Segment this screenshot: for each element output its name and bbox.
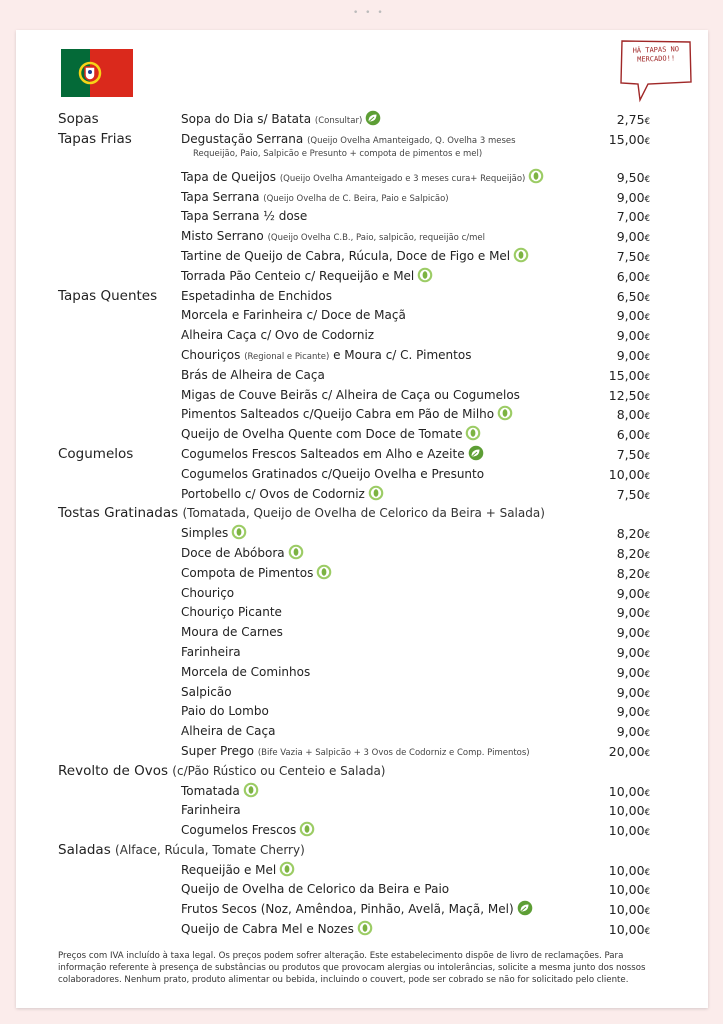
price-value: 9,00 (616, 684, 645, 700)
menu-row (16, 861, 708, 881)
menu-item (181, 168, 544, 190)
item-note: (Queijo Ovelha Amanteigado, Q. Ovelha 3 meses (307, 135, 516, 146)
vegetarian-icon (528, 168, 544, 184)
window-handle-dots: • • • (353, 8, 385, 18)
category-title: Revolto de Ovos (58, 762, 168, 779)
item-name: Queijo de Cabra Mel e Nozes (181, 922, 354, 937)
item-name: Salpicão (181, 684, 232, 699)
currency-symbol: € (644, 432, 650, 443)
menu-row (16, 405, 708, 425)
currency-symbol: € (644, 550, 650, 561)
currency-symbol: € (644, 570, 650, 581)
item-name: Simples (181, 526, 229, 541)
currency-symbol: € (644, 372, 650, 383)
currency-symbol: € (644, 293, 650, 304)
menu-item (181, 702, 269, 722)
vegetarian-icon (368, 485, 384, 501)
vegetarian-icon (243, 782, 259, 798)
menu-item (181, 227, 485, 249)
vegetarian-icon (299, 821, 315, 837)
price-value: 20,00 (608, 743, 645, 759)
menu-item (181, 880, 449, 900)
price-value: 10,00 (608, 902, 645, 918)
menu-row (16, 247, 708, 267)
item-name: Paio do Lombo (181, 704, 269, 719)
price-value: 9,00 (616, 724, 645, 740)
category-heading (58, 762, 386, 782)
price-value: 10,00 (608, 862, 645, 878)
category-title: Tostas Gratinadas (58, 505, 179, 522)
currency-symbol: € (644, 214, 650, 225)
currency-symbol: € (644, 392, 650, 403)
menu-row (16, 425, 708, 445)
price-value: 9,00 (616, 664, 645, 680)
item-extra: (Noz, Amêndoa, Pinhão, Avelã, Maçã, Mel) (256, 902, 514, 917)
menu-row (16, 168, 708, 188)
item-name: Cogumelos Frescos Salteados em Alho e Azeite (181, 446, 465, 461)
menu-item (181, 900, 533, 920)
category-note: (Tomatada, Queijo de Ovelha de Celorico da Beira + Salada) (182, 506, 545, 521)
menu-row (16, 683, 708, 703)
item-name: Degustação Serrana (181, 131, 304, 146)
currency-symbol: € (644, 887, 650, 898)
price-value: 10,00 (608, 823, 645, 839)
price-value: 9,00 (616, 585, 645, 601)
item-name: Brás de Alheira de Caça (181, 367, 325, 382)
item-note: (Queijo Ovelha de C. Beira, Paio e Salpicão) (263, 193, 449, 204)
category-note: (Alface, Rúcula, Tomate Cherry) (115, 842, 305, 857)
item-name: Migas de Couve Beirãs c/ Alheira de Caça ou Cogumelos (181, 387, 520, 402)
item-name: Morcela e Farinheira c/ Doce de Maçã (181, 308, 406, 323)
item-name: Cogumelos Gratinados c/Queijo Ovelha e Presunto (181, 466, 485, 481)
menu-row (16, 524, 708, 544)
menu-row (16, 485, 708, 505)
item-name: Tapa Serrana (181, 189, 260, 204)
currency-symbol: € (644, 630, 650, 641)
currency-symbol: € (644, 253, 650, 264)
price-value: 10,00 (608, 803, 645, 819)
price-value: 12,50 (608, 387, 645, 403)
currency-symbol: € (644, 709, 650, 720)
currency-symbol: € (644, 610, 650, 621)
item-name: Alheira de Caça (181, 724, 276, 739)
price-value: 9,00 (616, 328, 645, 344)
menu-item (181, 920, 373, 940)
menu-item (181, 663, 310, 683)
menu-row (16, 227, 708, 247)
menu-list (16, 110, 708, 940)
item-note: (Queijo Ovelha C.B., Paio, salpicão, requeijão c/mel (267, 233, 485, 244)
price-value: 9,00 (616, 704, 645, 720)
menu-row (16, 287, 708, 307)
category-note: (c/Pão Rústico ou Centeio e Salada) (172, 763, 386, 778)
portugal-flag-icon (61, 49, 133, 97)
currency-symbol: € (644, 471, 650, 482)
item-name: Morcela de Cominhos (181, 664, 311, 679)
item-name: Chouriço (181, 585, 235, 600)
menu-item (181, 465, 484, 485)
menu-item (181, 623, 283, 643)
item-name: Chouriços (181, 347, 241, 362)
menu-row (16, 623, 708, 643)
item-name: Doce de Abóbora (181, 545, 285, 560)
category-title: Tapas Quentes (58, 287, 158, 304)
item-name: Sopa do Dia s/ Batata (181, 112, 312, 126)
category-heading (58, 287, 157, 307)
price-value: 9,00 (616, 347, 645, 363)
item-name: Chouriço Picante (181, 605, 282, 620)
item-name: Compota de Pimentos (181, 565, 314, 580)
menu-row (16, 702, 708, 722)
currency-symbol: € (644, 313, 650, 324)
price-value: 9,00 (616, 605, 645, 621)
vegetarian-icon (316, 564, 332, 580)
menu-row (16, 306, 708, 326)
item-price (609, 130, 650, 153)
currency-symbol: € (644, 867, 650, 878)
menu-row (16, 742, 708, 762)
currency-symbol: € (644, 828, 650, 839)
menu-row (16, 386, 708, 406)
vegetarian-icon (513, 247, 529, 263)
menu-item (181, 386, 520, 406)
currency-symbol: € (644, 273, 650, 284)
menu-item (181, 247, 529, 267)
price-value: 9,00 (616, 644, 645, 660)
price-value: 9,00 (616, 229, 645, 245)
menu-item (181, 346, 471, 368)
currency-symbol: € (644, 590, 650, 601)
menu-row (16, 782, 708, 802)
vegetarian-icon (417, 267, 433, 283)
currency-symbol: € (644, 194, 650, 205)
price-value: 8,20 (616, 565, 645, 581)
menu-item (181, 130, 516, 160)
price-value: 6,00 (616, 427, 645, 443)
item-name: Queijo de Ovelha de Celorico da Beira e Paio (181, 882, 450, 897)
menu-item (181, 405, 513, 425)
price-value: 8,20 (616, 545, 645, 561)
item-extra: e Moura c/ C. Pimentos (329, 347, 472, 362)
price-value: 7,50 (616, 248, 645, 264)
item-price (609, 920, 650, 943)
item-name: Requeijão e Mel (181, 862, 277, 877)
item-name: Alheira Caça c/ Ovo de Codorniz (181, 328, 375, 343)
menu-item (181, 110, 381, 132)
item-name: Torrada Pão Centeio c/ Requeijão e Mel (181, 268, 415, 283)
menu-page (16, 30, 708, 1008)
stamp-text: HÁ TAPAS NO MERCADO!! (632, 45, 680, 64)
price-value: 2,75 (616, 112, 645, 127)
price-value: 6,50 (616, 288, 645, 304)
currency-symbol: € (644, 234, 650, 245)
vegan-leaf-icon (517, 900, 533, 916)
menu-row (16, 110, 708, 130)
category-heading (58, 130, 132, 150)
menu-item (181, 722, 275, 742)
category-title: Tapas Frias (58, 130, 132, 147)
currency-symbol: € (644, 808, 650, 819)
menu-item (181, 425, 481, 445)
item-note-continued: Requeijão, Paio, Salpicão e Presunto + compota de pimentos e mel) (193, 148, 483, 159)
currency-symbol: € (644, 788, 650, 799)
menu-item (181, 564, 332, 584)
price-value: 10,00 (608, 783, 645, 799)
vegan-leaf-icon (468, 445, 484, 461)
menu-row (16, 504, 708, 524)
menu-item (181, 326, 374, 346)
menu-item (181, 742, 530, 764)
menu-row (16, 900, 708, 920)
currency-symbol: € (644, 412, 650, 423)
price-value: 15,00 (608, 367, 645, 383)
menu-item (181, 683, 232, 703)
menu-row (16, 207, 708, 227)
menu-row (16, 643, 708, 663)
menu-row (16, 801, 708, 821)
menu-row (16, 326, 708, 346)
vegetarian-icon (279, 861, 295, 877)
menu-row (16, 445, 708, 465)
price-value: 7,00 (616, 209, 645, 225)
menu-item (181, 287, 332, 307)
vegetarian-icon (288, 544, 304, 560)
currency-symbol: € (644, 649, 650, 660)
item-name: Misto Serrano (181, 229, 264, 244)
item-name: Queijo de Ovelha Quente com Doce de Tomate (181, 427, 463, 442)
item-name: Farinheira (181, 803, 241, 818)
menu-item (181, 801, 241, 821)
price-value: 6,00 (616, 268, 645, 284)
menu-row (16, 346, 708, 366)
currency-symbol: € (644, 531, 650, 542)
menu-item (181, 544, 304, 564)
price-value: 9,00 (616, 308, 645, 324)
menu-item (181, 306, 406, 326)
price-value: 15,00 (608, 131, 645, 147)
menu-row (16, 762, 708, 782)
vegan-leaf-icon (365, 110, 381, 126)
menu-row (16, 663, 708, 683)
currency-symbol: € (644, 729, 650, 740)
price-value: 10,00 (608, 882, 645, 898)
menu-item (181, 861, 295, 881)
category-title: Saladas (58, 841, 111, 858)
currency-symbol: € (644, 117, 650, 127)
menu-row (16, 267, 708, 287)
menu-row (16, 584, 708, 604)
currency-symbol: € (644, 174, 650, 185)
item-note: (Bife Vazia + Salpicão + 3 Ovos de Codorniz e Comp. Pimentos) (257, 747, 530, 758)
menu-item (181, 643, 241, 663)
menu-item (181, 782, 259, 802)
currency-symbol: € (644, 748, 650, 759)
currency-symbol: € (644, 451, 650, 462)
menu-row (16, 564, 708, 584)
item-name: Tartine de Queijo de Cabra, Rúcula, Doce de Figo e Mel (181, 248, 511, 263)
price-value: 8,20 (616, 526, 645, 542)
menu-row (16, 366, 708, 386)
menu-row (16, 880, 708, 900)
price-value: 7,50 (616, 486, 645, 502)
menu-item (181, 267, 433, 287)
menu-item (181, 821, 315, 841)
item-note: (Regional e Picante) (244, 351, 330, 362)
legal-footer: Preços com IVA incluído à taxa legal. Os preços podem sofrer alteração. Este estabelecimento dispõe de livro de reclamações. Para informação referente à presença de substâncias ou produtos que provocam alergias ou intolerâncias, solicite a mesma junto dos nossos colaboradores. Nenhum prato, produto alimentar ou bebida, incluindo o couvert, pode ser cobrado se não for solicitado pelo cliente. (58, 951, 646, 985)
price-value: 7,50 (616, 446, 645, 462)
item-name: Tapa de Queijos (181, 169, 276, 184)
menu-row (16, 722, 708, 742)
currency-symbol: € (644, 689, 650, 700)
item-name: Espetadinha de Enchidos (181, 288, 332, 303)
item-name: Farinheira (181, 644, 241, 659)
currency-symbol: € (644, 333, 650, 344)
menu-row (16, 544, 708, 564)
menu-row (16, 920, 708, 940)
price-value: 8,00 (616, 407, 645, 423)
price-value: 9,00 (616, 625, 645, 641)
price-value: 10,00 (608, 466, 645, 482)
currency-symbol: € (644, 352, 650, 363)
menu-row (16, 821, 708, 841)
menu-row (16, 841, 708, 861)
item-note: (Consultar) (314, 116, 363, 126)
currency-symbol: € (644, 491, 650, 502)
currency-symbol: € (644, 907, 650, 918)
item-name: Portobello c/ Ovos de Codorniz (181, 486, 365, 501)
item-note: (Queijo Ovelha Amanteigado e 3 meses cura+ Requeijão) (279, 173, 526, 184)
price-value: 9,00 (616, 189, 645, 205)
category-heading (58, 841, 305, 861)
vegetarian-icon (357, 920, 373, 936)
price-value: 9,50 (616, 169, 645, 185)
currency-symbol: € (644, 927, 650, 938)
vegetarian-icon (465, 425, 481, 441)
item-name: Tapa Serrana ½ dose (181, 209, 308, 224)
item-name: Cogumelos Frescos (181, 823, 297, 838)
price-value: 10,00 (608, 922, 645, 938)
category-title: Cogumelos (58, 445, 134, 462)
category-heading (58, 445, 133, 465)
menu-row (16, 603, 708, 623)
item-name: Super Prego (181, 743, 255, 758)
currency-symbol: € (644, 669, 650, 680)
menu-row (16, 130, 708, 168)
currency-symbol: € (644, 136, 650, 147)
menu-item (181, 188, 449, 210)
menu-item (181, 485, 384, 505)
menu-item (181, 445, 484, 465)
category-title: Sopas (58, 111, 99, 127)
menu-item (181, 584, 234, 604)
menu-item (181, 207, 307, 227)
menu-item (181, 603, 282, 623)
menu-item (181, 366, 325, 386)
item-name: Pimentos Salteados c/Queijo Cabra em Pão de Milho (181, 407, 495, 422)
menu-row (16, 188, 708, 208)
menu-row (16, 465, 708, 485)
vegetarian-icon (497, 405, 513, 421)
vegetarian-icon (231, 524, 247, 540)
item-name: Frutos Secos (181, 902, 257, 917)
item-name: Moura de Carnes (181, 625, 283, 640)
menu-item (181, 524, 247, 544)
tapas-stamp-logo (618, 38, 696, 106)
category-heading (58, 110, 99, 130)
item-name: Tomatada (181, 783, 240, 798)
category-heading (58, 504, 545, 524)
